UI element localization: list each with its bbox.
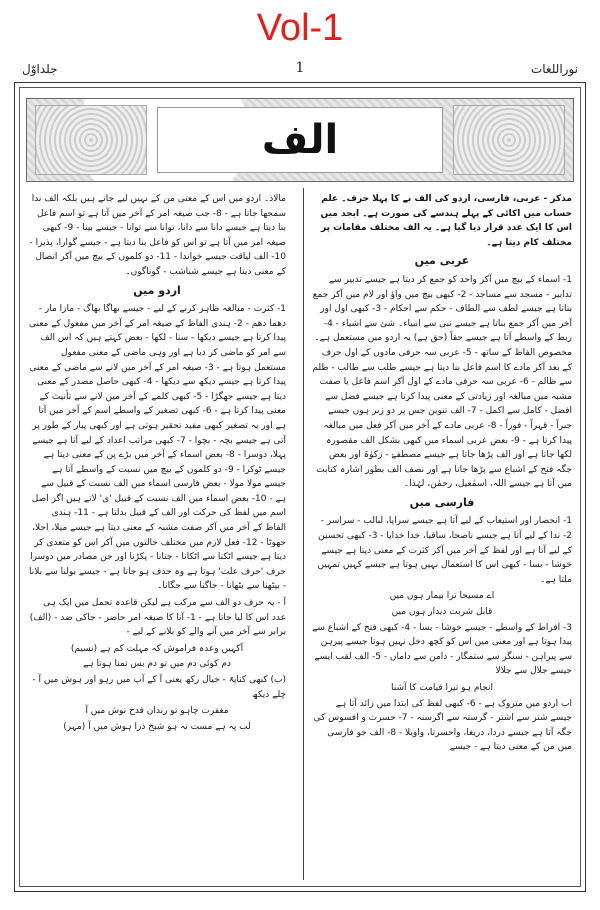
heading-persian: فارسی میں xyxy=(409,495,475,509)
title-banner xyxy=(26,98,574,182)
persian-section-3: اب اردو میں متروک ہے - 6- کبھی لفظ کی ابتدا میں زائد آتا ہے جیسے شتر سے اشتر - گرسنہ سے اگرسنہ - 7- حسرت و افسوس کی جگہ آتا ہے جیسے دردا، دریغا، واحسرتا، واویلا - 8- الف جو فارسی میں من کے معنی دیتا ہے - جیسے xyxy=(313,698,572,753)
left-ornament xyxy=(35,105,147,175)
verse-line: آکہیں وعدہ فراموش کہ مہلت کم ہے (نسیم) xyxy=(70,643,244,654)
verse-line: مغفرت چاہو تو رندان قدح نوش میں آ xyxy=(85,706,229,717)
verse-line: دم کوئی دم میں تو دم بس تمنا ہوتا ہے xyxy=(83,659,231,670)
entry-intro: مذکر - عربی، فارسی، اردو کی الف بے کا پہلا حرف۔ علم حساب میں اکائی کے پہلے ہندسے کی صورت ہے۔ ابجد میں اس کا ایک عدد قرار دیا گیا ہے۔ یہ الف مختلف مقامات پر مختلف کام دیتا ہے۔ xyxy=(320,194,572,248)
right-ornament xyxy=(453,105,565,175)
page-frame xyxy=(14,82,586,892)
verse-line: انجام ہو تیرا قیامت کا آشنا xyxy=(391,683,493,693)
page-header xyxy=(14,60,586,82)
page-number: 1 xyxy=(295,60,305,76)
aa-entry-2: (ب) کبھی کنایۃً - خیال رکھ یعنی آ کے آپ میں رہو اور ہوش میں آ - چلے دیکھ xyxy=(32,675,286,700)
left-intro: مالاذ۔ اردو میں اس کے معنی من کے نہیں لیے جاتے ہیں بلکہ الف ندا سمجھا جاتا ہے - 8- جب صیغہ امر کے آخر میں آتا ہے تو اسم فاعل بنا دیتا ہے جیسے دانا سے دانا، توانا سے توانا - جیسے بینا - 9- کبھی صیغہ امر میں آتا ہے تو اس کو فاعل بنا دیتا ہے - جیسے گوارا، پذیرا - 10- الف لیاقت جیسے خواندا - 11- دو کلموں کے بیچ میں آکر اتصال کے معنی دیتا ہے جیسے شباشب - گوناگوں۔ xyxy=(29,194,286,277)
banner-title: الف xyxy=(157,107,443,173)
heading-arabic: عربی میں xyxy=(414,254,470,268)
persian-section: 1- انحصار اور استیعاب کے لیے آتا ہے جیسے سراپا، لبالب - سراسر - 2- ندا کے لیے آتا ہے جیسے ناصحا، ساقیا، خدا خدایا - 3- کبھی تحسین کے لیے آتا ہے اور لفظ کے آخر میں آکر کثرت کے معنی دیتا ہے جیسے خوشا - بسا - کبھی اس کا استعمال نہیں ہوتا ہے جیسے کہیں تمہیں ملتا ہے۔ xyxy=(317,516,572,585)
verse-line: قابل شربت دیدار ہوں میں xyxy=(391,607,493,618)
column-divider xyxy=(303,188,304,880)
arabic-section: 1- اسماء کے بیچ میں آکر واحد کو جمع کر دیتا ہے جیسے تدبیر سے تدابیر - مسجد سے مساجد - 2- کبھی بیچ میں واؤ اور لام میں آکر جمع بناتا ہے جیسے لطف سے الطاف - حکم سے احکام - 3- کبھی اول اور آخر میں آکر جمع بناتا ہے جیسے نبی سے انبیاء۔ شئ سے اشیاء - 4- ربط کے واسطے آتا ہے جیسے حقاً (حق ہے) یہ اردو میں مستعمل ہے۔ مخصوص الفاظ کے ساتھ - 5- عربی سہ حرفی مادوں کے اول حرف کے بعد آکر مادے کا اسم فاعل بنا دیتا ہے جیسے طلب سے طالب - ظلم سے ظالم - 6- عربی سہ حرفی مادے کے اول آکر اسم فاعل یا صفت مشبہ میں مبالغہ اور زیادتی کے معنی پیدا کرتا ہے جیسے فضل سے افضل - کامل سے اکمل - 7- الف تنوین جس پر دو زبر ہوں جیسے جبراً - قہراً - فوراً - 8- عربی مادے کے آخر میں آکر فعل میں مبالغہ پیدا کرتا ہے - 9- بعض عربی اسماء میں کبھی بشکل الف مقصورہ لکھا جاتا ہے اور الف پڑھا جاتا ہے جیسے مصطفےٰ - زکوٰۃ اور بعض جگہ فتح کے اشباع سے پڑھا جاتا ہے اور نصف الف بطور اشارہ کتابت میں آتا ہے جیسے اللہ، اسمٰعیل، رحمٰن، لہٰذا۔ xyxy=(312,274,572,490)
inner-frame xyxy=(19,87,581,887)
heading-urdu: اردو میں xyxy=(133,283,181,297)
book-title: نوراللغات xyxy=(530,62,578,76)
persian-section-2: 3- افراط کے واسطے - جیسے خوشا - بسا - 4- کبھی فتح کے اشباع سے پیدا ہوتا ہے اور معنی میں اس کو کچھ دخل نہیں ہوتا جیسے پیرہن سے پیراہن - سنگر سے ستمگار - دامن سے داماں - 5- الف لقب ایسے جیسے جلال سے جلالا xyxy=(312,622,572,677)
volume-text: جلداوّل xyxy=(22,62,58,76)
verse-line: اے مسیحا ترا بیمار ہوں میں xyxy=(389,591,495,602)
left-column xyxy=(28,192,286,878)
urdu-section: 1- کثرت - مبالغہ ظاہر کرنے کے لیے - جیسے بھاگا بھاگ - مارا مار - دھما دھم - 2- ہندی الفاظ کے صیغہ امر کے آخر میں مفعول کے معنی پیدا کرتا ہے جیسے دیکھا - سنا - لکھا - بعض کہتے ہیں کہ اس الف سے امر کو ماضی کر دیا ہے اور وہی ماضی کے معنی مفعول مستعمل ہوتا ہے - 3- صیغہ امر کے آخر میں لانے سے ماضی کے معنی پیدا کرتا ہے جیسے دیکھ سے دیکھا - 4- کبھی حاصل مصدر کے معنی دیتا ہے جیسے جھگڑا - 5- کبھی کلمے کے آخر میں لانے سے تأنیث کے معنی پیدا کرتا ہے - 6- کبھی تصغیر کے واسطے اسم کے آخر میں آتا ہے اور یہ تصغیر کبھی مفید تحقیر ہوتی ہے اور کبھی پیار کے طور پر آتی ہے جیسے بچہ - بچوا - 7- کبھی مراتب اعداد کے لیے آتا ہے جیسے پہلا، دوسرا - 8- بعض اسماء کے آخر میں بڑے پن کے معنی دیتا ہے جیسے ٹوکرا - 9- دو کلموں کے بیچ میں نسبت کے واسطے آتا ہے جیسے مولا مولا - بعض فارسی اسماء میں الف نسبت کے قبیل سے ہے - 10- بعض اسماء میں الف نسبت کے قبیل 'ی' لاتے ہیں اگر اصل اسم میں لفظ کی حرکت اور الف کے قبیل بدلتا ہے - 11- ہندی الفاظ کے آخر میں آکر صفت مشبہ کے معنی دیتا ہے جیسے میلا، اجلا، جھوٹا - 12- فعل لازم میں مختلف حالتوں میں آکر اس کو متعدی کر دیتا ہے جیسے اٹکنا سے اٹکانا - جتانا - پکڑنا اور جن مصادر میں دوسرا حرف 'حرف علت' ہوتا ہے وہ حذف ہو جاتا ہے - جیسے بولنا سے بلانا - بیٹھنا سے بٹھانا - جاگنا سے جگانا۔ xyxy=(28,304,286,592)
aa-entry: آ - یہ حرف دو الف سے مرکب ہے لیکن قاعدہ تحمل میں ایک ہی عدد اس کا لیا جاتا ہے - 1- آنا کا صیغہ امر حاضر - جاکی ضد - (الف) برابر سے آخر میں آنے والے کو بلانے کے لیے - xyxy=(29,598,286,638)
verse-line: لب پہ ہے مست نہ ہو شیخ ذرا ہوش میں آ (مہر) xyxy=(63,721,251,732)
volume-label: Vol-1 xyxy=(256,7,344,49)
right-column xyxy=(312,192,572,878)
